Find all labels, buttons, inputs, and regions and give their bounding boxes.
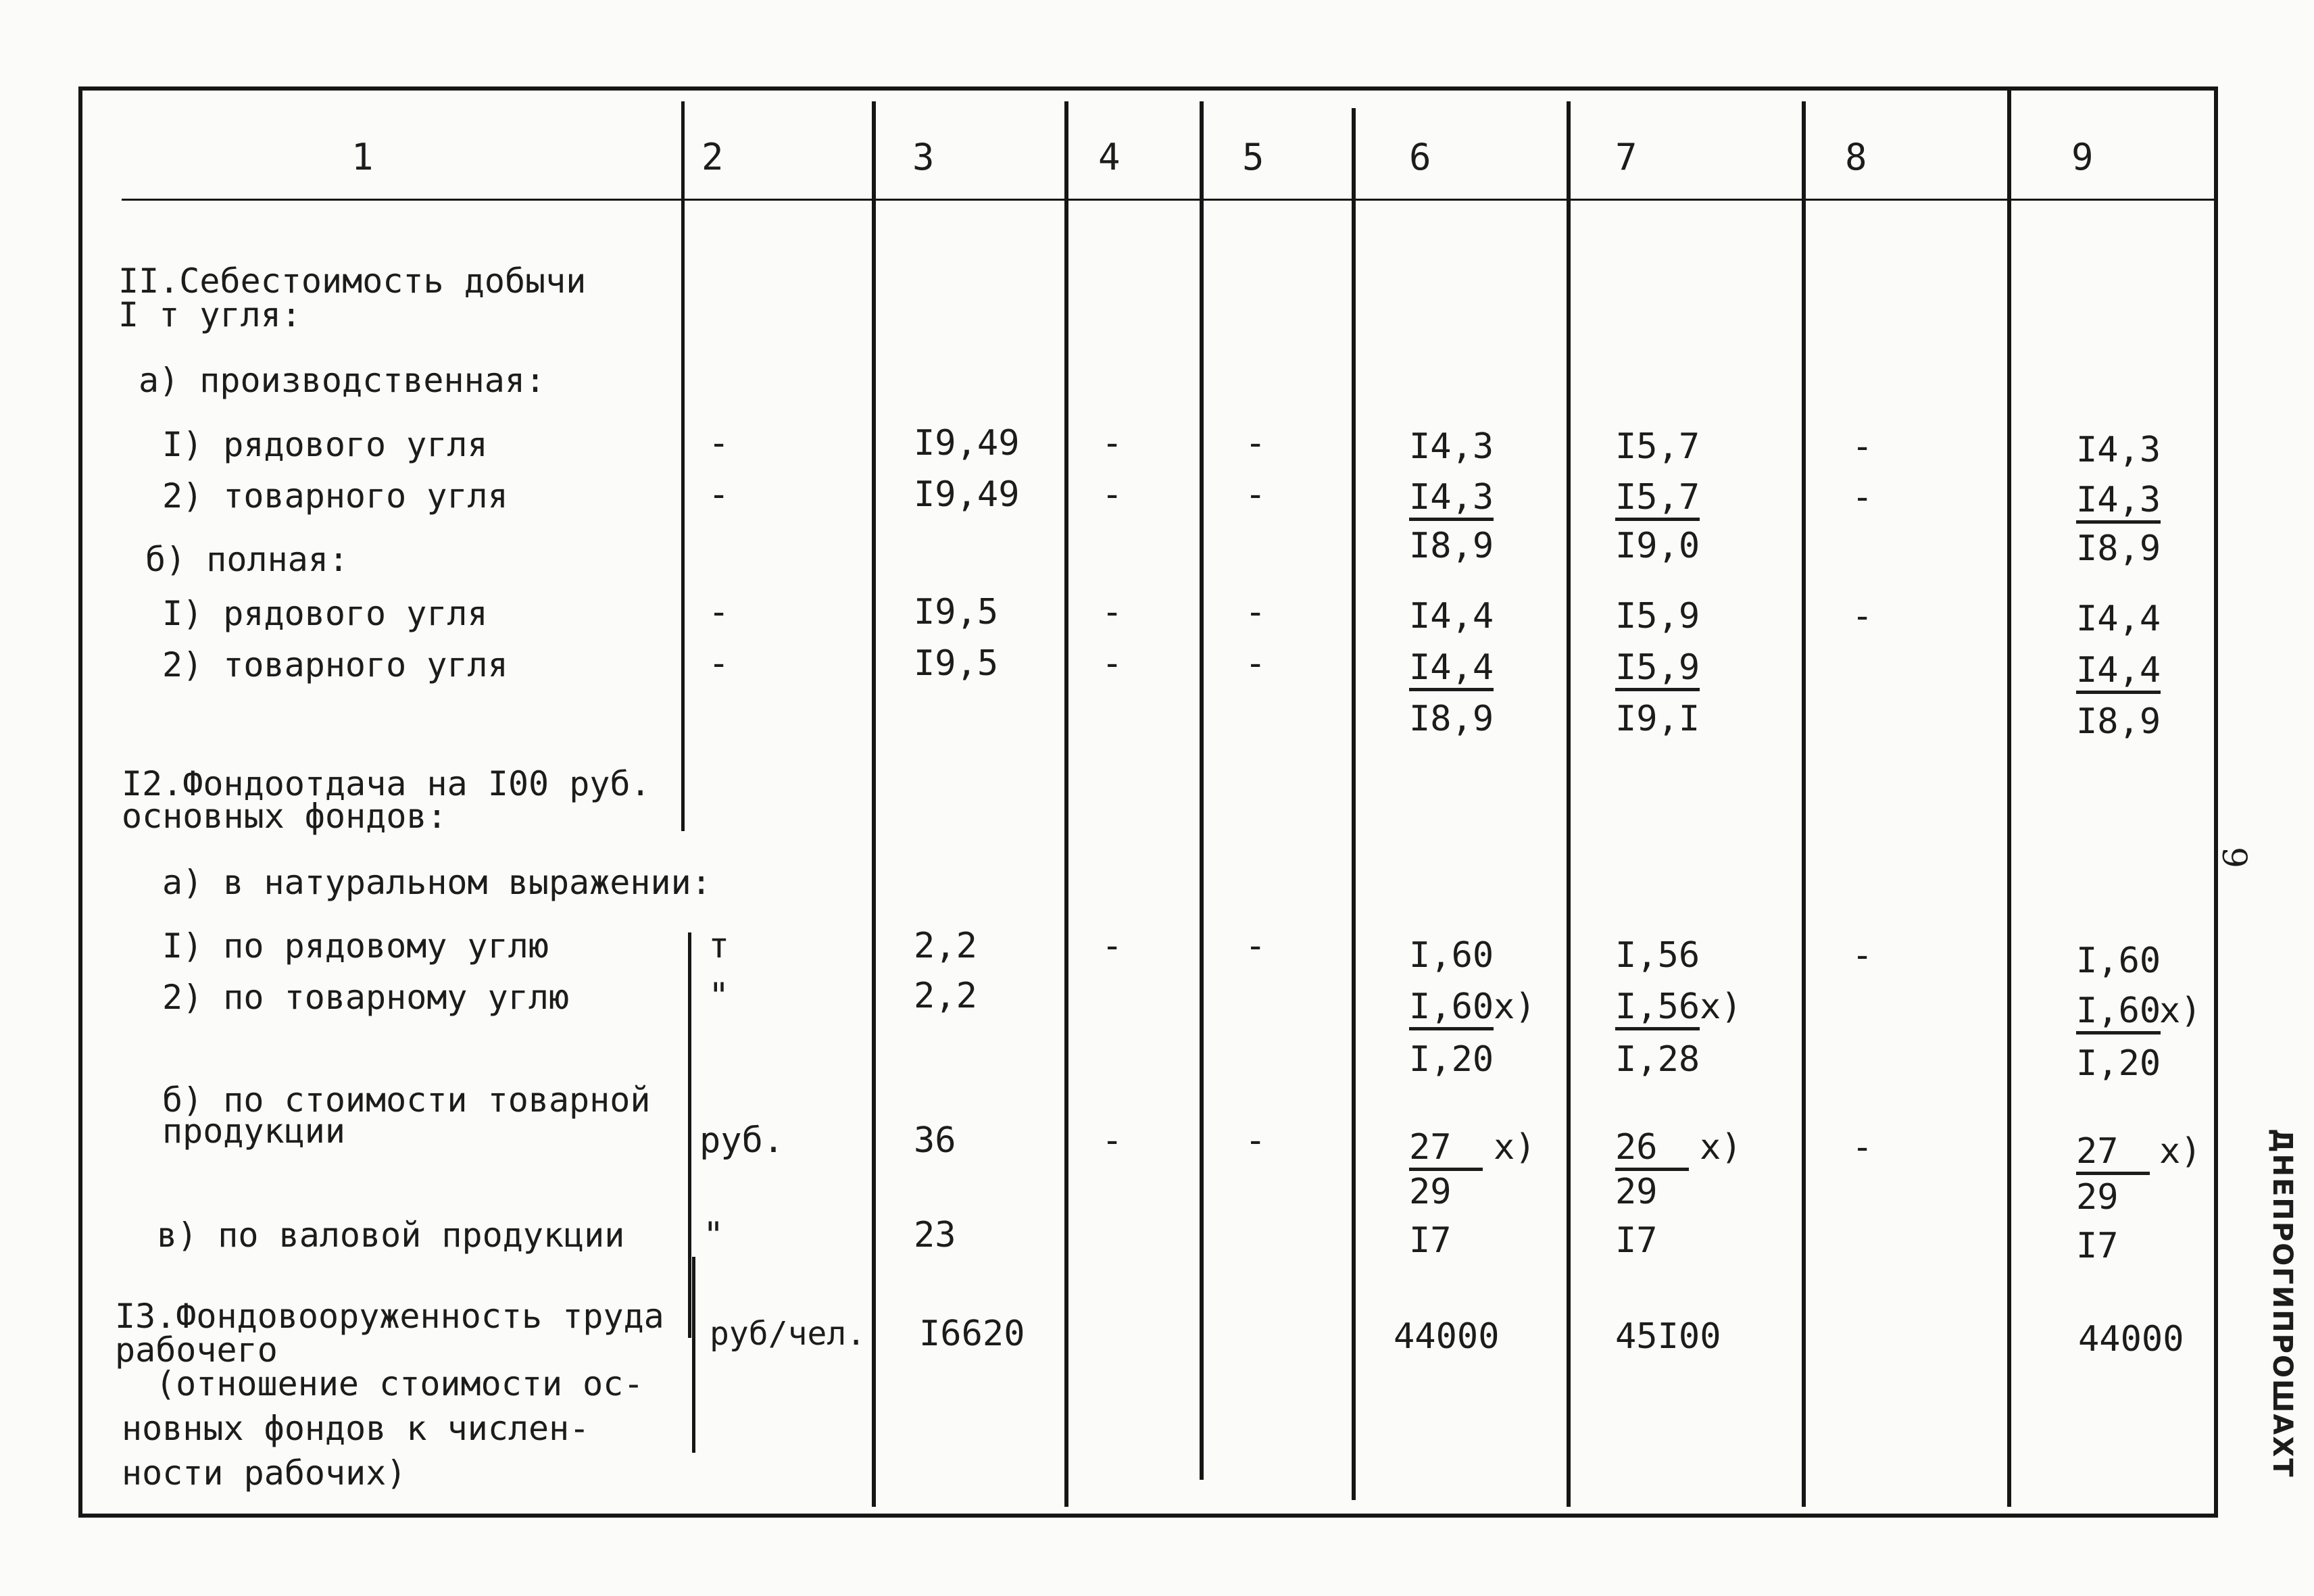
row-label-cont: рабочего [115,1330,278,1370]
col-header-6: 6 [1409,136,1431,178]
cell-c7-lower: 29 [1615,1172,1658,1212]
cell-c7: I5,7 [1615,478,1700,521]
cell-c6: I4,4 [1409,596,1494,637]
cell-c7: I7 [1615,1220,1658,1261]
cell-c7-lower: I,28 [1615,1039,1700,1080]
cell-c5: - [1245,474,1266,515]
cell-c7-note: х) [1700,987,1742,1027]
col-sep-1-2 [681,101,685,831]
cell-c3: 23 [914,1215,956,1255]
row-label: в) по валовой продукции [157,1216,625,1255]
row-label-cont: продукции [162,1112,345,1151]
row-label: а) в натуральном выражении: [162,863,712,902]
cell-c6-lower: 29 [1409,1172,1452,1212]
cell-c4: - [1102,423,1123,464]
row-label: 2) товарного угля [162,645,508,684]
row-label-cont: ности рабочих) [122,1453,407,1493]
cell-c2: - [708,592,730,632]
cell-c5: - [1245,592,1266,632]
cell-c9-lower: I8,9 [2076,528,2161,569]
table-left-border [78,86,82,1518]
table-right-border [2214,86,2218,1518]
cell-c8: - [1852,935,1873,976]
cell-c3: I9,5 [914,643,999,684]
col-sep-1-2-bottom [692,1257,695,1453]
cell-c9: I4,4 [2076,651,2161,694]
cell-c6: 44000 [1394,1316,1500,1357]
row-label: 2) по товарному углю [162,978,570,1017]
cell-c9: I4,3 [2076,481,2161,524]
col-header-7: 7 [1615,136,1638,178]
cell-c2: руб. [699,1120,785,1161]
cell-c9-lower: 29 [2076,1177,2119,1218]
cell-c9-lower: I,20 [2076,1043,2161,1084]
cell-c6: I4,3 [1409,426,1494,467]
cell-c3: I9,49 [914,474,1020,515]
cell-c5: - [1245,423,1266,464]
cell-c6-note: х) [1494,987,1536,1027]
col-header-8: 8 [1845,136,1867,178]
cell-c6-lower: I,20 [1409,1039,1494,1080]
col-sep-4-5 [1200,101,1204,1480]
col-header-4: 4 [1098,136,1121,178]
col-header-2: 2 [701,136,724,178]
side-stamp: ДНЕПРОГИПРОШАХТ [2267,1128,2298,1478]
cell-c3: 2,2 [914,926,977,966]
cell-c6: I7 [1409,1220,1452,1261]
row-label: I2.Фондоотдача на I00 руб. [122,764,651,803]
cell-c9: I4,3 [2076,430,2161,470]
cell-c7: 45I00 [1615,1316,1721,1357]
cell-c9: 44000 [2078,1319,2184,1360]
cell-c6: I,60 [1409,988,1494,1030]
page-mark: 9 [2214,847,2254,868]
cell-c5: - [1245,926,1266,966]
cell-c5: - [1245,1120,1266,1161]
cell-c7-note: х) [1700,1127,1742,1168]
cell-c5: - [1245,643,1266,684]
cell-c6: I4,3 [1409,478,1494,521]
row-label-cont: основных фондов: [122,797,447,836]
col-sep-6-7 [1567,101,1571,1507]
row-label: II.Себестоимость добычи [118,261,587,301]
cell-c6-lower: I8,9 [1409,526,1494,566]
header-divider [122,199,2217,201]
cell-c9: I4,4 [2076,599,2161,639]
cell-c9: 27 [2076,1132,2150,1175]
row-label: I) рядового угля [162,594,488,633]
row-label: а) производственная: [139,361,546,400]
cell-c6: I,60 [1409,935,1494,976]
row-label: I3.Фондовооруженность труда [115,1297,664,1336]
table-top-border [81,86,2217,91]
cell-c3: I9,5 [914,592,999,632]
cell-c4: - [1102,1120,1123,1161]
cell-c2: - [708,474,730,515]
cell-c2: т [708,926,730,966]
cell-c4: - [1102,592,1123,632]
cell-c9: I,60 [2076,941,2161,981]
col-sep-2-3 [872,101,876,1507]
row-label: I) рядового угля [162,425,488,464]
cell-c2: - [708,423,730,464]
cell-c9: I7 [2076,1226,2119,1266]
cell-c3: I9,49 [914,423,1020,464]
cell-c2: - [708,643,730,684]
cell-c4: - [1102,474,1123,515]
cell-c9-note: х) [2159,1131,2202,1172]
table-bottom-border [81,1514,2217,1518]
row-label: б) по стоимости товарной [162,1080,651,1120]
cell-c6: I4,4 [1409,649,1494,691]
cell-c9-note: х) [2159,991,2202,1031]
cell-c9: I,60 [2076,992,2161,1034]
row-label-cont: новных фондов к числен- [122,1409,590,1448]
cell-c8: - [1852,596,1873,637]
col-sep-7-8 [1802,101,1806,1507]
cell-c2: руб/чел. [710,1315,866,1353]
col-header-3: 3 [912,136,935,178]
row-label: б) полная: [145,540,349,579]
row-label: 2) товарного угля [162,476,508,516]
cell-c2: " [708,976,730,1016]
cell-c3: 36 [914,1120,956,1161]
col-header-5: 5 [1242,136,1264,178]
col-sep-3-4 [1064,101,1068,1507]
cell-c6-note: х) [1494,1127,1536,1168]
col-sep-5-6 [1352,108,1356,1500]
cell-c4: - [1102,926,1123,966]
cell-c7: 26 [1615,1128,1689,1171]
cell-c6-lower: I8,9 [1409,699,1494,739]
row-label-cont: (отношение стоимости ос- [155,1364,644,1403]
cell-c2: " [703,1215,724,1255]
cell-c4: - [1102,643,1123,684]
cell-c7: I5,9 [1615,649,1700,691]
row-label: I) по рядовому углю [162,926,549,966]
cell-c7: I,56 [1615,988,1700,1030]
cell-c7: I,56 [1615,935,1700,976]
cell-c6: 27 [1409,1128,1483,1171]
cell-c8: - [1852,1127,1873,1168]
col-header-9: 9 [2071,136,2094,178]
cell-c9-lower: I8,9 [2076,701,2161,742]
cell-c7: I5,7 [1615,426,1700,467]
cell-c7-lower: I9,I [1615,699,1700,739]
col-header-1: 1 [351,136,374,178]
col-sep-8-9 [2007,88,2011,1507]
col-sep-1-2-lower [688,932,691,1338]
cell-c3: I6620 [919,1314,1025,1354]
cell-c8: - [1852,477,1873,518]
row-label-cont: I т угля: [118,295,301,334]
cell-c3: 2,2 [914,976,977,1016]
cell-c7: I5,9 [1615,596,1700,637]
cell-c8: - [1852,426,1873,467]
cell-c7-lower: I9,0 [1615,526,1700,566]
